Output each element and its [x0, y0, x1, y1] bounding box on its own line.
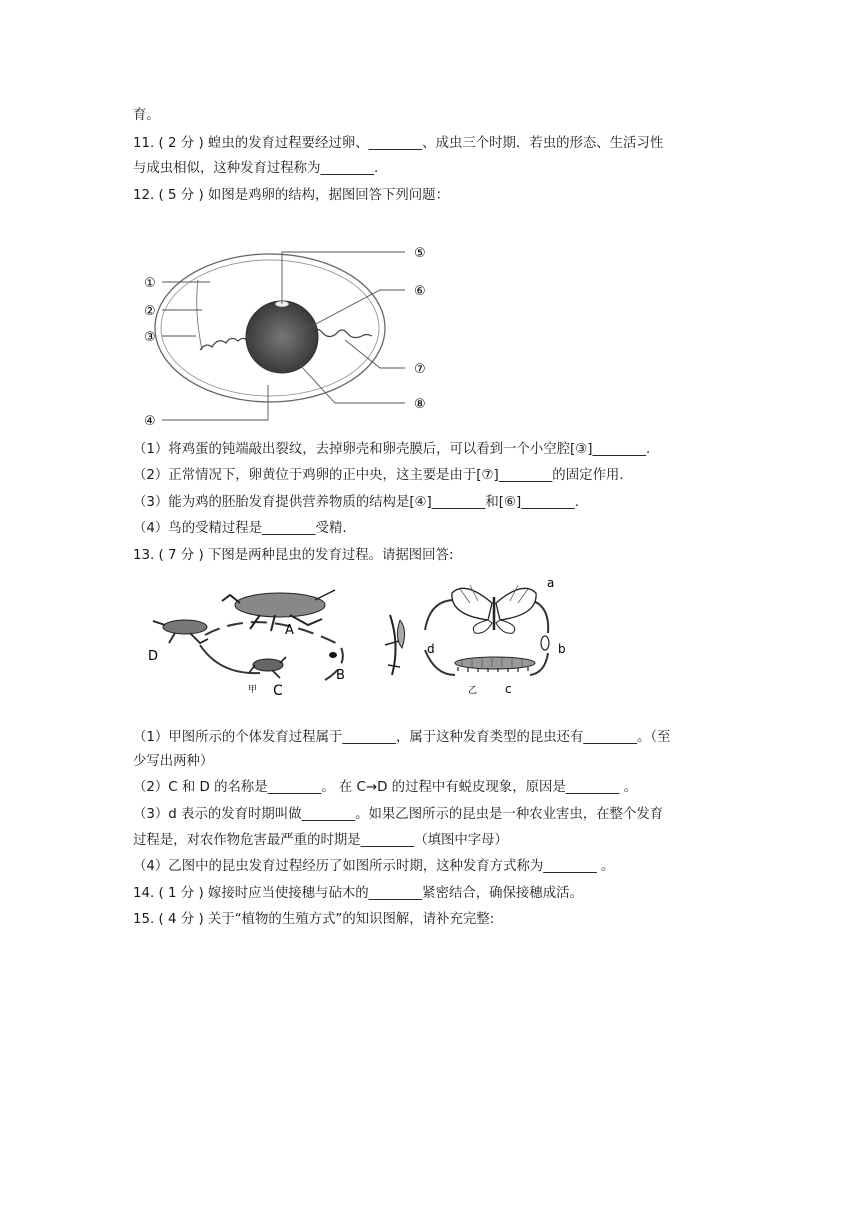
cycle-arc-left-top — [425, 600, 455, 630]
egg-yolk — [246, 301, 318, 373]
stage-label-b-upper: B — [336, 668, 345, 683]
butterfly-icon — [452, 585, 536, 633]
text-line: 育。 — [133, 108, 160, 123]
question-13-sub3-line2: 过程是，对农作物危害最严重的时期是________（填图中字母） — [133, 833, 508, 848]
chalaza-right — [310, 329, 372, 338]
egg-label-5: ⑤ — [414, 246, 426, 261]
question-11-line1: 11. ( 2 分 ) 蝗虫的发育过程要经过卵、________、成虫三个时期．若虫的形态、生活习性 — [133, 136, 664, 151]
question-13-sub1-line1: （1）甲图所示的个体发育过程属于________，属于这种发育类型的昆虫还有________。（至 — [133, 730, 671, 745]
stage-label-c: c — [505, 682, 512, 696]
stage-label-d: d — [427, 642, 435, 656]
question-13-sub3-line1: （3）d 表示的发育时期叫做________。如果乙图所示的昆虫是一种农业害虫，在整个发育 — [133, 807, 664, 822]
egg-label-4: ④ — [144, 414, 156, 429]
question-13-sub4: （4）乙图中的昆虫发育过程经历了如图所示时期，这种发育方式称为________ 。 — [133, 859, 615, 874]
cycle-arc-bottom — [200, 645, 260, 673]
stage-label-b: b — [558, 642, 566, 656]
question-13-sub2: （2）C 和 D 的名称是________。 在 C→D 的过程中有蜕皮现象，原因是________ 。 — [133, 780, 637, 795]
question-12-sub4: （4）鸟的受精过程是________受精. — [133, 521, 347, 536]
question-14: 14. ( 1 分 ) 嫁接时应当使接穗与砧木的________紧密结合，确保接穗成活。 — [133, 886, 583, 901]
grasshopper-cycle-figure — [140, 575, 365, 705]
stage-label-a-upper: A — [285, 623, 294, 638]
figure-label-yi: 乙 — [468, 686, 478, 696]
question-13-stem: 13. ( 7 分 ) 下图是两种昆虫的发育过程。请据图回答: — [133, 548, 454, 563]
question-12-stem: 12. ( 5 分 ) 如图是鸡卵的结构，据图回答下列问题： — [133, 188, 449, 203]
stage-label-d-upper: D — [148, 649, 159, 664]
question-11-line2: 与成虫相似，这种发育过程称为________. — [133, 161, 379, 176]
stage-label-c-upper: C — [273, 683, 283, 699]
air-cell-boundary — [197, 280, 202, 350]
stage-label-a: a — [547, 576, 555, 590]
question-13-sub1-line2: 少写出两种） — [133, 754, 214, 769]
question-12-sub3: （3）能为鸡的胚胎发育提供营养物质的结构是[④]________和[⑥]________. — [133, 495, 580, 510]
egg-label-1: ① — [144, 276, 156, 291]
egg-label-8: ⑧ — [414, 397, 426, 412]
question-15: 15. ( 4 分 ) 关于“植物的生殖方式”的知识图解，请补充完整: — [133, 912, 495, 927]
figure-label-jia: 甲 — [248, 685, 258, 695]
egg-label-7: ⑦ — [414, 362, 426, 377]
nymph-small-icon — [249, 657, 286, 678]
egg-label-3: ③ — [144, 330, 156, 345]
larva-caterpillar-icon — [455, 657, 535, 672]
egg-label-6: ⑥ — [414, 284, 426, 299]
egg-label-2: ② — [144, 304, 156, 319]
question-12-sub2: （2）正常情况下，卵黄位于鸡卵的正中央，这主要是由于[⑦]________的固定作用. — [133, 468, 624, 483]
question-12-sub1: （1）将鸡蛋的钝端敲出裂纹，去掉卵壳和卵壳膜后，可以看到一个小空腔[③]________. — [133, 442, 651, 457]
nymph-large-icon — [153, 620, 208, 643]
butterfly-cycle-figure — [380, 575, 580, 700]
pupa-branch-icon — [385, 615, 405, 675]
egg-structure-figure — [140, 240, 440, 430]
egg-dot — [329, 652, 337, 658]
leader-4 — [162, 385, 268, 420]
leader-8 — [300, 365, 405, 403]
leader-7 — [345, 340, 405, 368]
egg-oval — [541, 636, 549, 650]
